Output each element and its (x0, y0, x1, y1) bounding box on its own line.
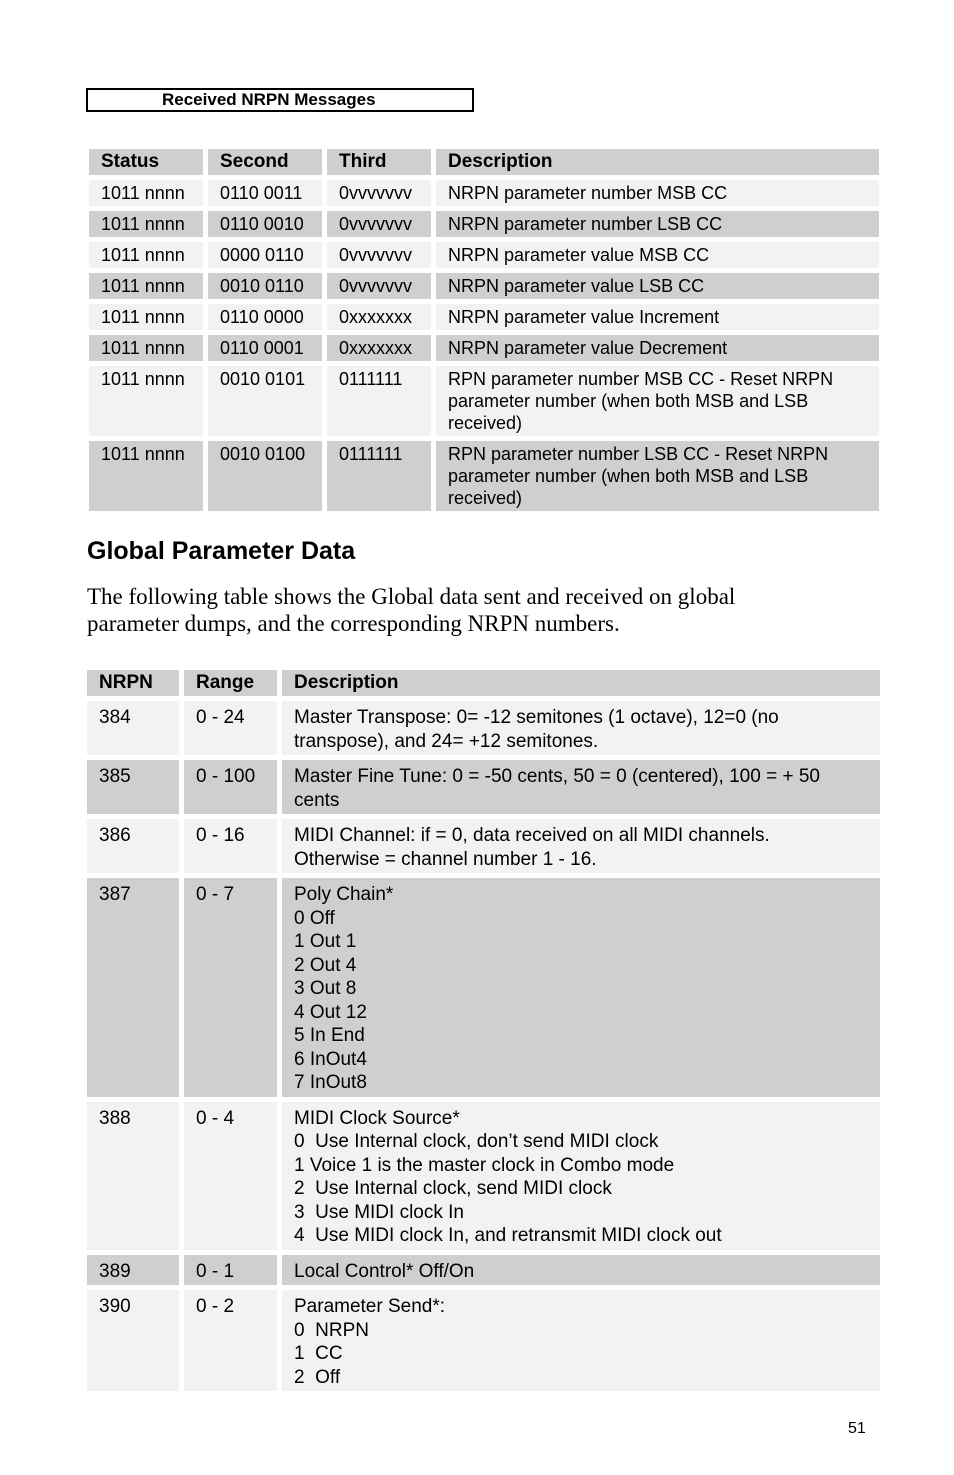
description-line: 2 Out 4 (294, 954, 357, 976)
description-line: 2 Use Internal clock, send MIDI clock (294, 1178, 612, 1199)
description-line: 3 Out 8 (294, 978, 357, 999)
cell-description: NRPN parameter number LSB CC (436, 211, 879, 237)
page-number: 51 (848, 1420, 866, 1437)
table-row (89, 180, 879, 206)
cell-second: 0110 0010 (208, 211, 322, 237)
cell-third: 0vvvvvvv (327, 211, 431, 237)
cell-second: 0000 0110 (208, 242, 322, 268)
description-line: Parameter Send*: (294, 1296, 446, 1317)
description-line: cents (294, 789, 340, 811)
description-line: 1 Voice 1 is the master clock in Combo mode (294, 1154, 675, 1176)
description-line: 0 Off (294, 907, 335, 929)
description-line: MIDI Channel: if = 0, data received on all MIDI channels. (294, 825, 770, 846)
cell-description: NRPN parameter value LSB CC (436, 273, 879, 299)
cell-nrpn: 384 (87, 701, 179, 755)
cell-description: RPN parameter number LSB CC - Reset NRPN parameter number (when both MSB and LSB received) (436, 441, 879, 511)
table-header-row (89, 149, 879, 175)
table-row (89, 304, 879, 330)
description-line: Master Fine Tune: 0 = -50 cents, 50 = 0 (centered), 100 = + 50 (294, 766, 820, 787)
cell-status: 1011 nnnn (89, 366, 203, 436)
cell-nrpn: 387 (87, 878, 179, 1097)
cell-range: 0 - 2 (184, 1290, 277, 1391)
cell-description: NRPN parameter value Increment (436, 304, 879, 330)
column-header-description: Description (436, 149, 879, 175)
description-line: 3 Use MIDI clock In (294, 1201, 464, 1223)
table-row (87, 1290, 880, 1391)
cell-second: 0010 0101 (208, 366, 322, 436)
cell-status: 1011 nnnn (89, 335, 203, 361)
cell-second: 0010 0110 (208, 273, 322, 299)
table-row (89, 441, 879, 511)
description-line: transpose), and 24= +12 semitones. (294, 730, 599, 752)
cell-status: 1011 nnnn (89, 211, 203, 237)
intro-paragraph: The following table shows the Global data sent and received on global parameter dumps, and the corresponding NRPN numbers. (87, 584, 736, 636)
received-nrpn-table (84, 144, 884, 516)
cell-third: 0vvvvvvv (327, 242, 431, 268)
description-line: 5 In End (294, 1025, 365, 1046)
cell-range: 0 - 7 (184, 878, 277, 1097)
description-line: 4 Use MIDI clock In, and retransmit MIDI clock out (294, 1225, 722, 1246)
cell-third: 0xxxxxxx (327, 304, 431, 330)
table-row (87, 878, 880, 1097)
cell-range: 0 - 100 (184, 760, 277, 814)
column-header-status: Status (89, 149, 203, 175)
cell-description (282, 819, 880, 873)
cell-second: 0110 0000 (208, 304, 322, 330)
cell-range: 0 - 1 (184, 1255, 277, 1286)
section-heading: Global Parameter Data (87, 537, 356, 565)
cell-status: 1011 nnnn (89, 242, 203, 268)
table-row (87, 1255, 880, 1286)
description-line: 1 Out 1 (294, 931, 357, 952)
cell-description (282, 760, 880, 814)
cell-status: 1011 nnnn (89, 304, 203, 330)
description-line: 0 Use Internal clock, don’t send MIDI clock (294, 1131, 659, 1152)
cell-description: NRPN parameter number MSB CC (436, 180, 879, 206)
cell-description (282, 1102, 880, 1250)
table-row (87, 760, 880, 814)
received-nrpn-title: Received NRPN Messages (86, 88, 474, 112)
table-row (87, 701, 880, 755)
cell-second: 0110 0011 (208, 180, 322, 206)
cell-third: 0111111 (327, 441, 431, 511)
cell-third: 0111111 (327, 366, 431, 436)
cell-description (282, 878, 880, 1097)
description-line: 2 Off (294, 1366, 341, 1388)
table-header-row (87, 670, 880, 696)
description-line: 4 Out 12 (294, 1001, 367, 1023)
cell-status: 1011 nnnn (89, 441, 203, 511)
description-line: Poly Chain* (294, 884, 394, 905)
description-line: 7 InOut8 (294, 1072, 367, 1093)
cell-range: 0 - 4 (184, 1102, 277, 1250)
table-row (87, 819, 880, 873)
description-line: Otherwise = channel number 1 - 16. (294, 848, 597, 870)
table-row (89, 273, 879, 299)
column-header-nrpn: NRPN (87, 670, 179, 696)
table-row (89, 242, 879, 268)
cell-range: 0 - 16 (184, 819, 277, 873)
cell-description (282, 1290, 880, 1391)
column-header-description: Description (282, 670, 880, 696)
cell-description: RPN parameter number MSB CC - Reset NRPN parameter number (when both MSB and LSB received) (436, 366, 879, 436)
description-line: 1 CC (294, 1343, 343, 1364)
cell-third: 0xxxxxxx (327, 335, 431, 361)
column-header-third: Third (327, 149, 431, 175)
cell-status: 1011 nnnn (89, 273, 203, 299)
cell-description: NRPN parameter value MSB CC (436, 242, 879, 268)
column-header-range: Range (184, 670, 277, 696)
cell-description (282, 1255, 880, 1286)
cell-status: 1011 nnnn (89, 180, 203, 206)
description-line: 0 NRPN (294, 1319, 369, 1341)
cell-third: 0vvvvvvv (327, 180, 431, 206)
cell-second: 0110 0001 (208, 335, 322, 361)
description-line: MIDI Clock Source* (294, 1107, 460, 1129)
table-row (89, 335, 879, 361)
cell-nrpn: 386 (87, 819, 179, 873)
column-header-second: Second (208, 149, 322, 175)
cell-nrpn: 389 (87, 1255, 179, 1286)
table-row (87, 1102, 880, 1250)
cell-third: 0vvvvvvv (327, 273, 431, 299)
cell-description (282, 701, 880, 755)
description-line: Local Control* Off/On (294, 1260, 475, 1282)
cell-nrpn: 390 (87, 1290, 179, 1391)
cell-second: 0010 0100 (208, 441, 322, 511)
cell-range: 0 - 24 (184, 701, 277, 755)
cell-nrpn: 385 (87, 760, 179, 814)
table-row (89, 366, 879, 436)
description-line: 6 InOut4 (294, 1048, 367, 1070)
global-parameter-table (82, 665, 885, 1396)
table-row (89, 211, 879, 237)
cell-description: NRPN parameter value Decrement (436, 335, 879, 361)
cell-nrpn: 388 (87, 1102, 179, 1250)
description-line: Master Transpose: 0= -12 semitones (1 octave), 12=0 (no (294, 707, 779, 728)
